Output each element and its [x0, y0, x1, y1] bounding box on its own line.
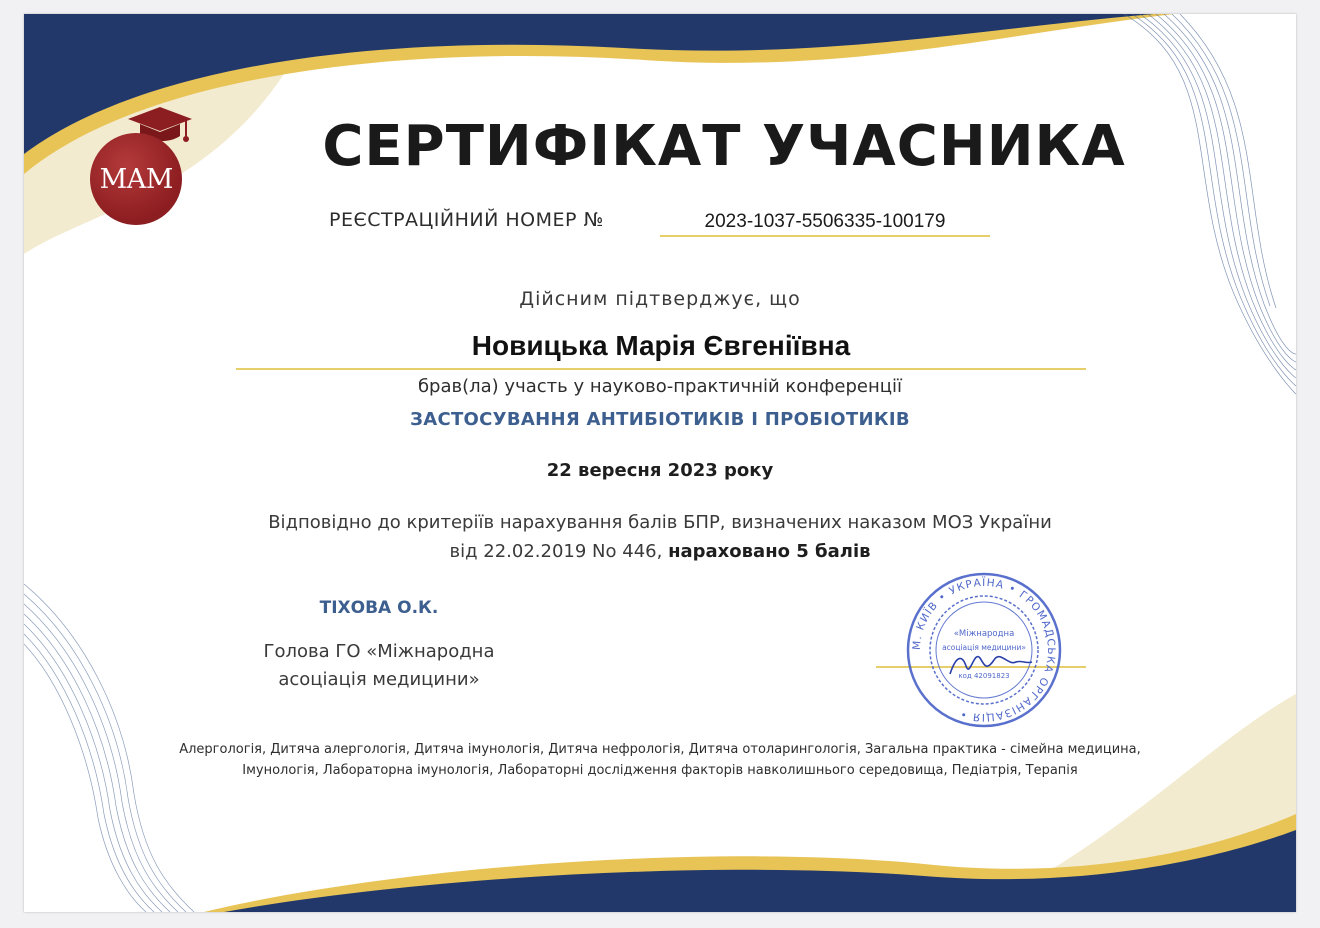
signer-role-line-2: асоціація медицини» — [278, 669, 480, 690]
registration-number: 2023-1037-5506335-100179 — [660, 211, 990, 237]
logo-text: МАМ — [99, 163, 173, 195]
criteria-line-1: Відповідно до критеріїв нарахування балів БПР, визначених наказом МОЗ України — [268, 512, 1052, 533]
certificate-sheet — [24, 14, 1296, 912]
stamp-code: код 42091823 — [958, 672, 1010, 680]
confirm-text: Дійсним підтверджує, що — [519, 288, 801, 310]
specialties-line-2: Імунологія, Лабораторна імунологія, Лабораторні дослідження факторів навколишнього середовища, Педіатрія, Терапія — [242, 763, 1078, 778]
event-date: 22 вересня 2023 року — [546, 460, 774, 481]
criteria-text — [24, 508, 1296, 566]
organization-logo — [90, 133, 182, 225]
criteria-order-ref: від 22.02.2019 No 446, — [449, 541, 663, 562]
participation-text: брав(ла) участь у науково-практичній конференції — [417, 376, 903, 397]
criteria-line-2 — [24, 537, 1296, 566]
conference-name: ЗАСТОСУВАННЯ АНТИБІОТИКІВ І ПРОБІОТИКІВ — [410, 409, 910, 430]
stamp-inner-line-1: «Міжнародна — [953, 629, 1015, 639]
stamp-inner-line-2: асоціація медицини» — [942, 643, 1026, 652]
signer-name: ТІХОВА О.К. — [319, 598, 439, 618]
specialties-list — [24, 739, 1296, 781]
right-line-wave — [1124, 14, 1296, 394]
official-stamp — [904, 570, 1064, 730]
specialties-line-1: Алергологія, Дитяча алергологія, Дитяча імунологія, Дитяча нефрологія, Дитяча отоларингологія, Загальна практика - сімейна медицина, — [179, 742, 1141, 757]
stamp-outer-text: М. КИЇВ • УКРАЇНА • ГРОМАДСЬКА ОРГАНІЗАЦІЯ • — [910, 576, 1058, 724]
certificate-title: СЕРТИФІКАТ УЧАСНИКА — [322, 114, 1126, 179]
credited-points: нараховано 5 балів — [668, 541, 871, 562]
participant-name: Новицька Марія Євгеніївна — [236, 330, 1086, 370]
signer-role-line-1: Голова ГО «Міжнародна — [263, 641, 495, 662]
signer-role — [229, 638, 529, 694]
registration-label: РЕЄСТРАЦІЙНИЙ НОМЕР № — [329, 209, 604, 231]
